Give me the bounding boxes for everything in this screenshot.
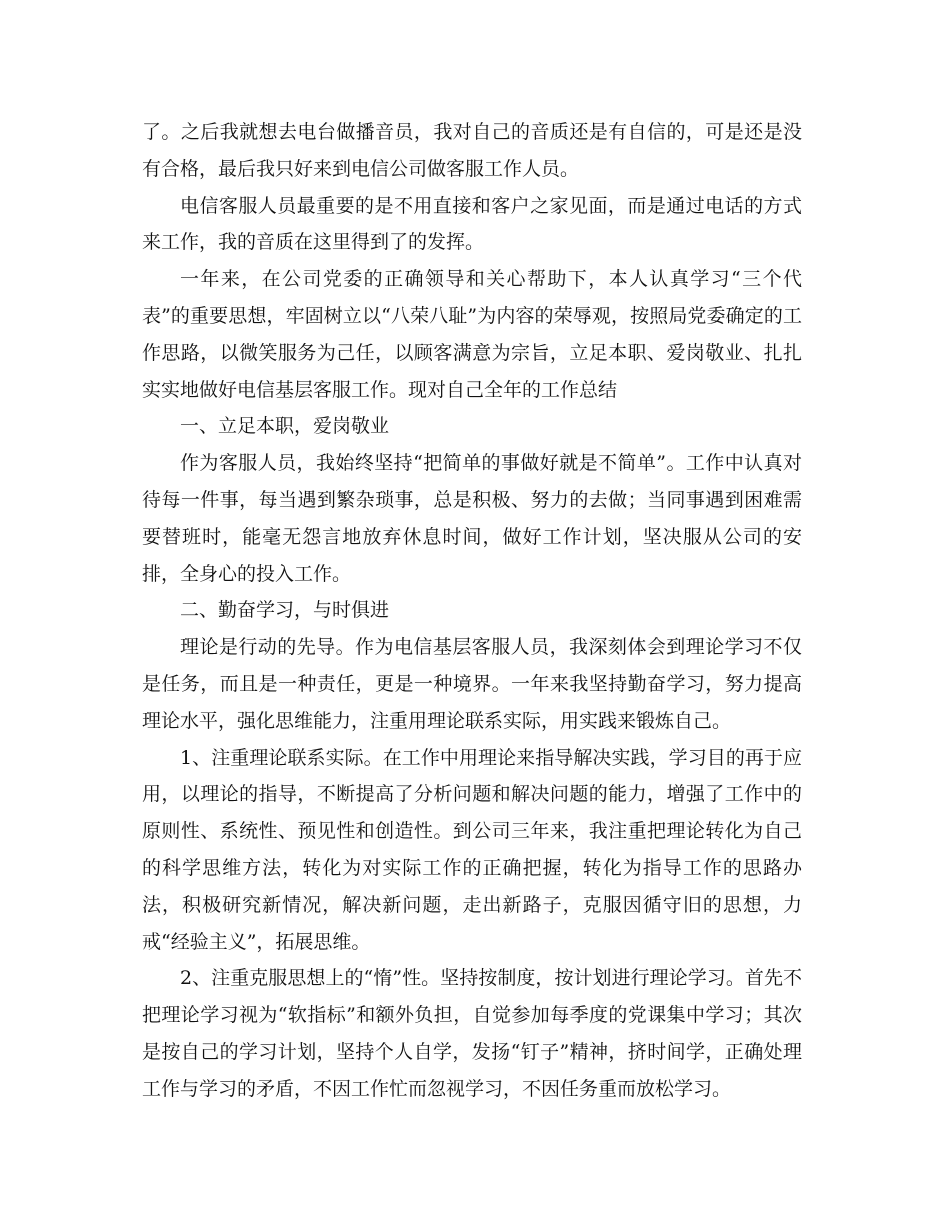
paragraph-4: 作为客服人员，我始终坚持“把简单的事做好就是不简单”。工作中认真对待每一件事，每当遇到繁杂琐事，总是积极、努力的去做；当同事遇到困难需要替班时，能毫无怨言地放弃休息时间，做好工作计划，坚决服从公司的安排，全身心的投入工作。 xyxy=(142,452,802,585)
paragraph-2: 电信客服人员最重要的是不用直接和客户之家见面，而是通过电话的方式来工作，我的音质在这里得到了的发挥。 xyxy=(142,194,802,254)
paragraph-6: 1、注重理论联系实际。在工作中用理论来指导解决实践，学习目的再于应用，以理论的指导，不断提高了分析问题和解决问题的能力，增强了工作中的原则性、系统性、预见性和创造性。到公司三年来，我注重把理论转化为自己的科学思维方法，转化为对实际工作的正确把握，转化为指导工作的思路办法，积极研究新情况，解决新问题，走出新路子，克服因循守旧的思想，力戒“经验主义”，拓展思维。 xyxy=(142,746,802,953)
paragraph-7: 2、注重克服思想上的“惰”性。坚持按制度，按计划进行理论学习。首先不把理论学习视为“软指标”和额外负担，自觉参加每季度的党课集中学习；其次是按自己的学习计划，坚持个人自学，发扬“钉子”精神，挤时间学，正确处理工作与学习的矛盾，不因工作忙而忽视学习，不因任务重而放松学习。 xyxy=(142,967,802,1100)
section-heading-2: 二、勤奋学习，与时俱进 xyxy=(180,599,390,622)
paragraph-5: 理论是行动的先导。作为电信基层客服人员，我深刻体会到理论学习不仅是任务，而且是一种责任，更是一种境界。一年来我坚持勤奋学习，努力提高理论水平，强化思维能力，注重用理论联系实际，用实践来锻炼自己。 xyxy=(142,636,802,732)
section-heading-1: 一、立足本职，爱岗敬业 xyxy=(180,415,390,438)
paragraph-3: 一年来，在公司党委的正确领导和关心帮助下，本人认真学习“三个代表”的重要思想，牢固树立以“八荣八耻”为内容的荣辱观，按照局党委确定的工作思路，以微笑服务为己任，以顾客满意为宗旨，立足本职、爱岗敬业、扎扎实实地做好电信基层客服工作。现对自己全年的工作总结 xyxy=(142,268,802,401)
document-body xyxy=(142,114,802,1108)
paragraph-1: 了。之后我就想去电台做播音员，我对自己的音质还是有自信的，可是还是没有合格，最后我只好来到电信公司做客服工作人员。 xyxy=(142,121,802,180)
